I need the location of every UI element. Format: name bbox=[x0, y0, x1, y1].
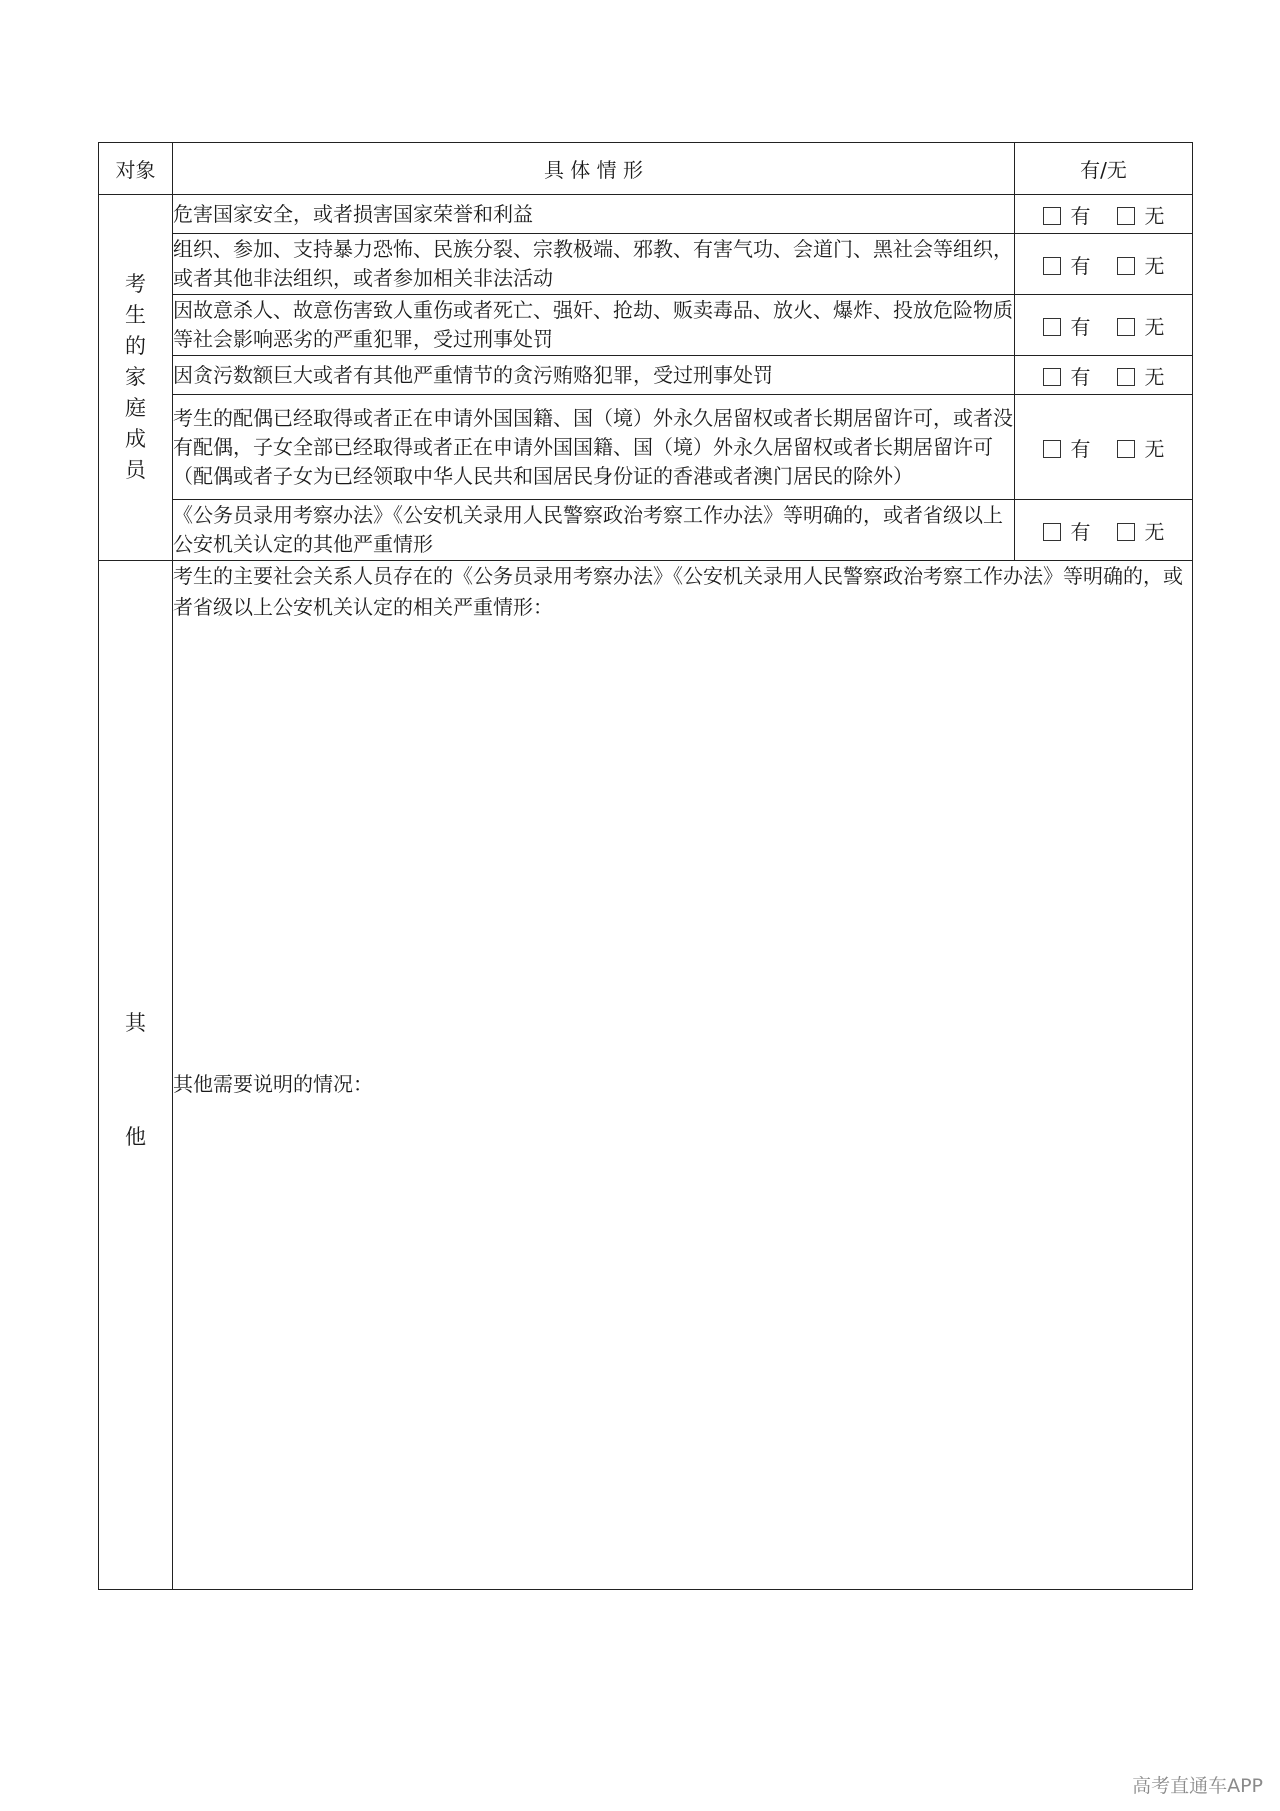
yes-label: 有 bbox=[1070, 253, 1091, 278]
yes-no-options bbox=[1015, 295, 1193, 356]
no-option[interactable] bbox=[1117, 250, 1165, 279]
yes-option[interactable] bbox=[1043, 311, 1091, 340]
watermark: 高考直通车APP bbox=[1132, 1775, 1263, 1797]
family-condition-row bbox=[99, 234, 1193, 295]
family-members-label bbox=[99, 195, 173, 561]
yes-option[interactable] bbox=[1043, 200, 1091, 229]
other-label-char-1: 其 bbox=[125, 1011, 146, 1035]
yes-no-options bbox=[1015, 395, 1193, 500]
yes-no-options bbox=[1015, 500, 1193, 561]
yes-label: 有 bbox=[1070, 314, 1091, 339]
header-yes-no: 有/无 bbox=[1015, 143, 1193, 195]
yes-no-options bbox=[1015, 234, 1193, 295]
no-checkbox[interactable] bbox=[1117, 440, 1135, 458]
header-situation: 具 体 情 形 bbox=[173, 143, 1015, 195]
no-option[interactable] bbox=[1117, 200, 1165, 229]
yes-label: 有 bbox=[1070, 364, 1091, 389]
no-label: 无 bbox=[1144, 364, 1165, 389]
family-condition-row bbox=[99, 295, 1193, 356]
yes-no-options bbox=[1015, 195, 1193, 234]
no-label: 无 bbox=[1144, 203, 1165, 228]
condition-text: 考生的配偶已经取得或者正在申请外国国籍、国（境）外永久居留权或者长期居留许可，或者没有配偶，子女全部已经取得或者正在申请外国国籍、国（境）外永久居留权或者长期居留许可（配偶或者子女为已经领取中华人民共和国居民身份证的香港或者澳门居民的除外） bbox=[173, 395, 1015, 500]
family-condition-row bbox=[99, 395, 1193, 500]
family-condition-row bbox=[99, 500, 1193, 561]
other-label bbox=[99, 561, 173, 1590]
condition-text: 《公务员录用考察办法》《公安机关录用人民警察政治考察工作办法》等明确的，或者省级以上公安机关认定的其他严重情形 bbox=[173, 500, 1015, 561]
other-row bbox=[99, 561, 1193, 1590]
no-label: 无 bbox=[1144, 314, 1165, 339]
yes-label: 有 bbox=[1070, 436, 1091, 461]
yes-option[interactable] bbox=[1043, 361, 1091, 390]
yes-no-options bbox=[1015, 356, 1193, 395]
no-checkbox[interactable] bbox=[1117, 318, 1135, 336]
condition-text: 因贪污数额巨大或者有其他严重情节的贪污贿赂犯罪，受过刑事处罚 bbox=[173, 356, 1015, 395]
other-prompt-additional: 其他需要说明的情况： bbox=[173, 1072, 373, 1096]
yes-label: 有 bbox=[1070, 519, 1091, 544]
no-checkbox[interactable] bbox=[1117, 257, 1135, 275]
yes-checkbox[interactable] bbox=[1043, 440, 1061, 458]
no-option[interactable] bbox=[1117, 516, 1165, 545]
other-prompt-relations: 考生的主要社会关系人员存在的《公务员录用考察办法》《公安机关录用人民警察政治考察工作办法》等明确的，或者省级以上公安机关认定的相关严重情形： bbox=[173, 564, 1183, 619]
yes-checkbox[interactable] bbox=[1043, 318, 1061, 336]
other-label-char-2: 他 bbox=[125, 1125, 146, 1149]
no-option[interactable] bbox=[1117, 361, 1165, 390]
family-condition-row bbox=[99, 356, 1193, 395]
family-members-label-text: 考生的家庭成员 bbox=[125, 272, 146, 482]
family-section bbox=[99, 195, 1193, 561]
header-row bbox=[99, 143, 1193, 195]
condition-text: 组织、参加、支持暴力恐怖、民族分裂、宗教极端、邪教、有害气功、会道门、黑社会等组织，或者其他非法组织，或者参加相关非法活动 bbox=[173, 234, 1015, 295]
no-checkbox[interactable] bbox=[1117, 207, 1135, 225]
yes-option[interactable] bbox=[1043, 516, 1091, 545]
other-content[interactable] bbox=[173, 561, 1193, 1590]
no-label: 无 bbox=[1144, 253, 1165, 278]
header-target: 对象 bbox=[99, 143, 173, 195]
no-option[interactable] bbox=[1117, 311, 1165, 340]
yes-option[interactable] bbox=[1043, 250, 1091, 279]
yes-checkbox[interactable] bbox=[1043, 257, 1061, 275]
yes-checkbox[interactable] bbox=[1043, 368, 1061, 386]
yes-label: 有 bbox=[1070, 203, 1091, 228]
no-option[interactable] bbox=[1117, 433, 1165, 462]
yes-option[interactable] bbox=[1043, 433, 1091, 462]
family-condition-row bbox=[99, 195, 1193, 234]
no-checkbox[interactable] bbox=[1117, 523, 1135, 541]
condition-text: 危害国家安全，或者损害国家荣誉和利益 bbox=[173, 195, 1015, 234]
no-checkbox[interactable] bbox=[1117, 368, 1135, 386]
condition-text: 因故意杀人、故意伤害致人重伤或者死亡、强奸、抢劫、贩卖毒品、放火、爆炸、投放危险物质等社会影响恶劣的严重犯罪，受过刑事处罚 bbox=[173, 295, 1015, 356]
political-review-table bbox=[98, 142, 1193, 1590]
no-label: 无 bbox=[1144, 436, 1165, 461]
yes-checkbox[interactable] bbox=[1043, 207, 1061, 225]
yes-checkbox[interactable] bbox=[1043, 523, 1061, 541]
no-label: 无 bbox=[1144, 519, 1165, 544]
